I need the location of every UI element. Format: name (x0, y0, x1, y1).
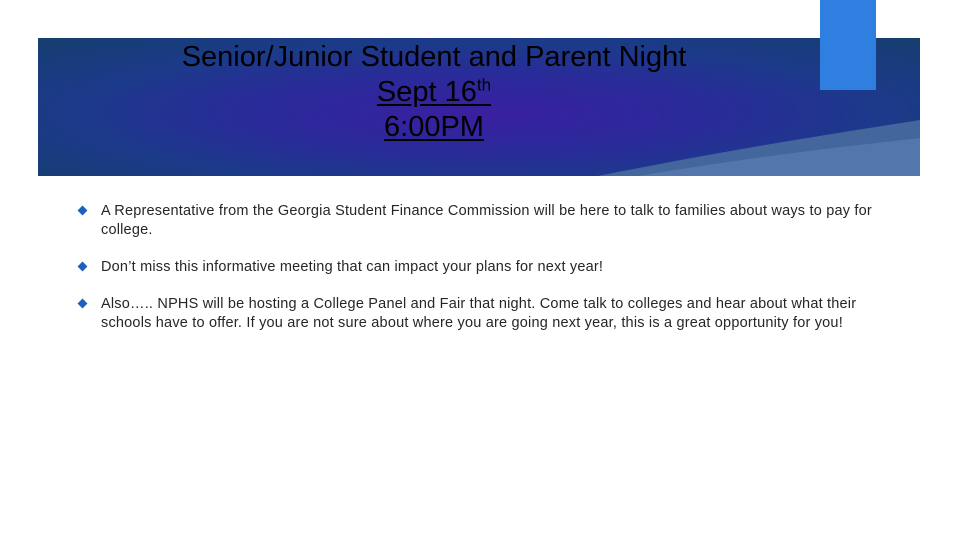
diamond-bullet-icon (79, 263, 88, 272)
bullet-list (76, 202, 876, 333)
bullet-item (76, 295, 876, 333)
title-date-text: Sept 16 (376, 76, 477, 108)
diamond-bullet-icon (79, 300, 88, 309)
bullet-item (76, 202, 876, 240)
bullet-text: Don’t miss this informative meeting that can impact your plans for next year! (101, 259, 604, 275)
title-line-time (38, 110, 830, 145)
slide-title (38, 40, 830, 145)
title-date-suffix: th (476, 75, 492, 95)
title-time-text: 6:00PM (384, 111, 484, 143)
bullet-text: Also….. NPHS will be hosting a College Panel and Fair that night. Come talk to colleges and hear about what their schools have to offer. If you are not sure about where you are going next year, this is a great opportunity for you! (101, 296, 857, 331)
title-line-event: Senior/Junior Student and Parent Night (181, 41, 687, 73)
diamond-bullet-icon (79, 207, 88, 216)
bullet-item (76, 258, 876, 277)
title-line-date (38, 75, 830, 110)
bullet-text: A Representative from the Georgia Student Finance Commission will be here to talk to families about ways to pay for college. (101, 203, 872, 238)
